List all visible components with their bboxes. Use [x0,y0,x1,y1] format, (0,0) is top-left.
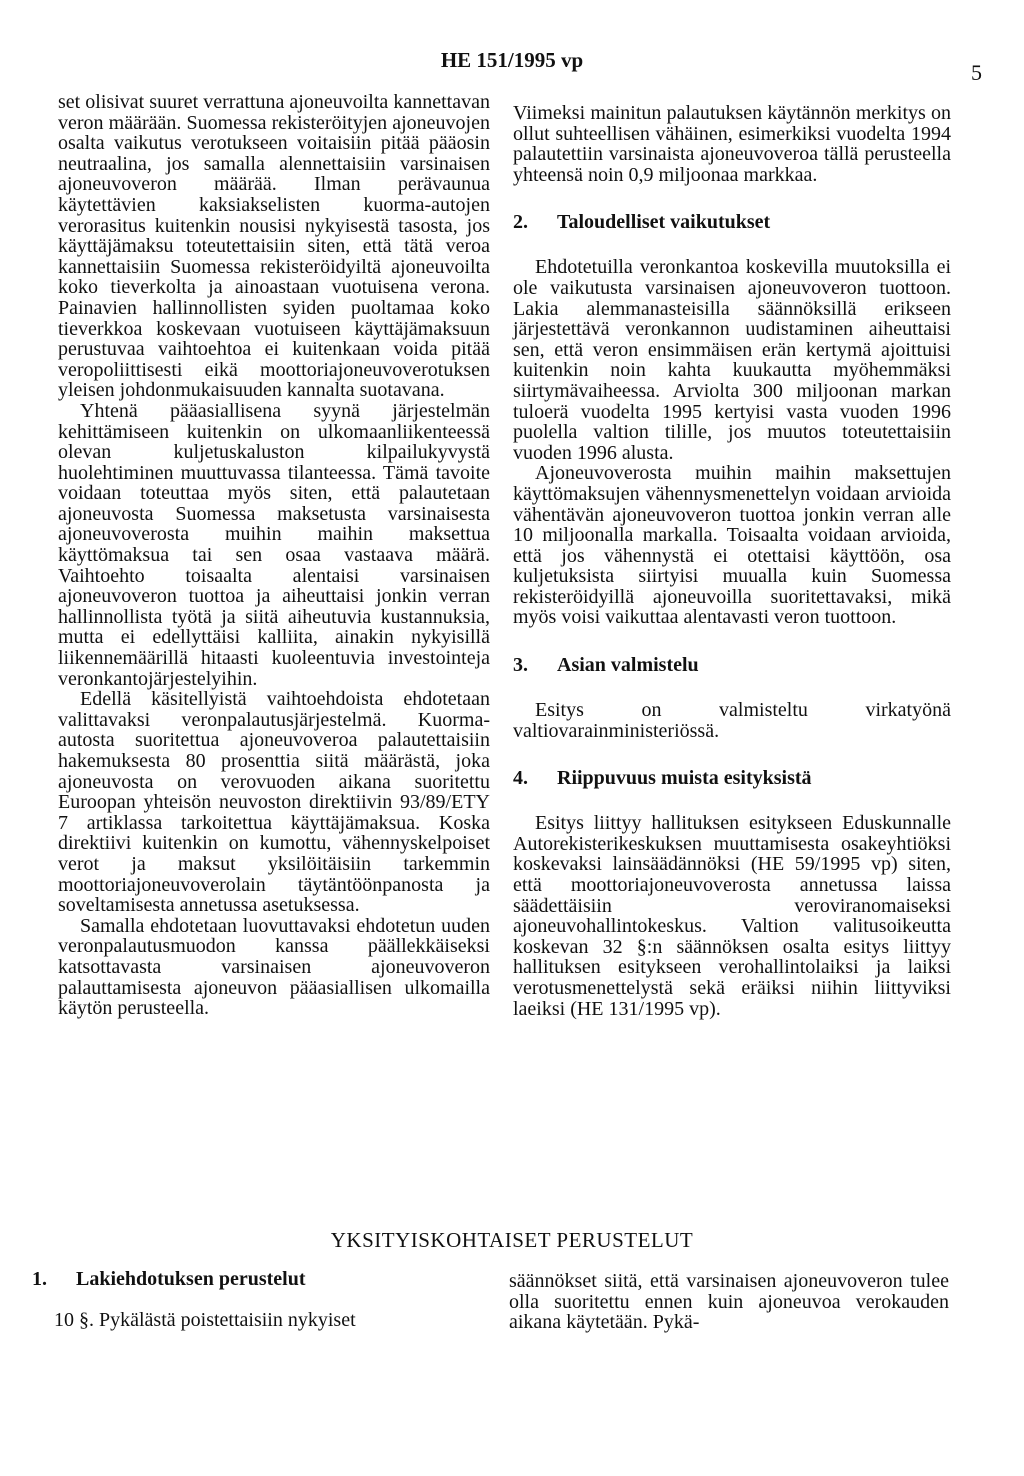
detail-main-heading: YKSITYISKOHTAISET PERUSTELUT [330,1228,694,1252]
paragraph: 10 §. Pykälästä poistettaisiin nykyiset [54,1309,356,1331]
page-number: 5 [971,60,982,85]
page-header-title: HE 151/1995 vp [440,48,584,72]
paragraph: Ajoneuvoverosta muihin maihin maksettujen käyttömaksujen vähennysmenettelyn voidaan arvioida vähentävän ajoneuvoveron tuottoa jonkin verran alle 10 miljoonalla markalla. Toisaalta voidaan arvioida, että jos vähennystä ei otettaisi käyttöön, osa kuljetuksista siirtyisi muualla kuin Suomessa rekisteröidyillä ajoneuvoilla suoritettavaksi, mikä myös voisi vaikuttaa alentavasti veron tuottoon. [513,462,951,629]
section-heading [513,767,951,789]
section-title: Lakiehdotuksen perustelut [76,1268,306,1290]
section-title: Taloudelliset vaikutukset [557,211,771,234]
bottom-left-column [32,1268,482,1331]
left-column [58,92,490,1019]
section-number: 3. [513,654,528,677]
section-number: 4. [513,767,528,790]
paragraph: Edellä käsitellyistä vaihtoehdoista ehdotetaan valittavaksi veronpalautusjärjestelmä. Kuorma-autosta suoritettua ajoneuvoveroa palautettaisiin hakemuksesta 80 prosenttia siitä määrästä, joka ajoneuvosta on verovuoden aikana suoritettu Euroopan yhteisön neuvoston direktiivin 93/89/ETY 7 artiklassa tarkoitettua käyttäjämaksua. Koska direktiivi kuitenkin on kumottu, vähennyskelpoiset verot ja maksut yksilöitäisiin tarkemmin moottoriajoneuvoverolain täytäntöönpanosta ja soveltamisesta annetussa asetuksessa. [58,688,490,917]
paragraph: Esitys on valmisteltu virkatyönä valtiovarainministeriössä. [513,699,951,742]
paragraph: Yhtenä pääasiallisena syynä järjestelmän kehittämiseen kuitenkin on ulkomaanliikenteessä olevan kuljetuskaluston kilpailukyvystä huolehtiminen muuttuvassa tilanteessa. Tämä tavoite voidaan toteuttaa myös siten, että palautetaan ajoneuvosta Suomessa maksetusta varsinaisesta ajoneuvoverosta muihin maihin maksettua käyttömaksua tai sen osaa vastaava määrä. Vaihtoehto toisaalta alentaisi varsinaisen ajoneuvoveron tuottoa ja aiheuttaisi jonkin verran hallinnollista työtä ja siitä aiheutuvia kustannuksia, mutta ei edellyttäisi kalliita, ainakin nykyisillä liikennemäärillä hitaasti kuoleentuvia investointeja veronkantojärjestelyihin. [58,399,490,690]
section-title: Riippuvuus muista esityksistä [557,767,812,790]
right-column [513,103,951,1019]
section-heading [32,1268,482,1290]
paragraph: set olisivat suuret verrattuna ajoneuvoilta kannettavan veron määrään. Suomessa rekisteröityjen ajoneuvojen osalta vaikutus verotukseen voitaisiin pitää pääosin neutraalina, jos samalla alennettaisiin varsinaisen ajoneuvoveron määrää. Ilman perävaunua käytettävien kaksiakselisten kuorma-autojen verorasitus kuitenkin nousisi nykyisestä tasosta, jos käyttäjämaksu toteutettaisiin siten, että tätä veroa kannettaisiin Suomessa rekisteröidyiltä ajoneuvoilta koko tieverkolta ja ainoastaan vuotuisena verona. Painavien hallinnollisten syiden puoltamaa koko tieverkkoa koskevaan vuotuiseen käyttäjämaksuun perustuvaa vaihtoehtoa ei kuitenkaan voida pitää veropoliittisesti eikä moottoriajoneuvoverotuksen yleisen johdonmukaisuuden kannalta suotavana. [58,91,490,402]
section-title: Asian valmistelu [557,654,699,677]
section-number: 1. [32,1268,47,1290]
paragraph: säännökset siitä, että varsinaisen ajoneuvoveron tulee olla suoritettu ennen kuin ajoneuvoa verokauden aikana käytetään. Pykä- [509,1270,949,1334]
paragraph: Viimeksi mainitun palautuksen käytännön merkitys on ollut suhteellisen vähäinen, esimerkiksi vuodelta 1994 palautettiin varsinaista ajoneuvoveroa tällä perusteella yhteensä noin 0,9 miljoonaa markkaa. [513,102,951,186]
paragraph: Samalla ehdotetaan luovuttavaksi ehdotetun uuden veronpalautusmuodon kanssa päällekkäiseksi katsottavasta varsinaisen ajoneuvoveron palauttamisesta ajoneuvon pääasiallisen ulkomailla käytön perusteella. [58,914,490,1020]
bottom-right-column [509,1271,949,1333]
paragraph: Ehdotetuilla veronkantoa koskevilla muutoksilla ei ole vaikutusta varsinaisen ajoneuvoveron tuottoon. Lakia alemmanasteisilla säännöksillä erikseen järjestettävä veronkannon uudistaminen aiheuttaisi sen, että veron ensimmäisen erän kertymä ajoittuisi kuitenkin noin kahta kuukautta myöhemmäksi siirtymävaiheessa. Arviolta 300 miljoonan markan tuloerä vuodelta 1995 kertyisi vasta vuoden 1996 puolella valtion tilille, jos muutos toteutettaisiin vuoden 1996 alusta. [513,256,951,464]
paragraph: Esitys liittyy hallituksen esitykseen Eduskunnalle Autorekisterikeskuksen muuttamisesta osakeyhtiöksi koskevaksi lainsäädännöksi (HE 59/1995 vp) siten, että moottoriajoneuvoverosta annetussa laissa säädettäisiin veroviranomaiseksi ajoneuvohallintokeskus. Valtion valitusoikeutta koskevan 32 §:n säännöksen osalta esitys liittyy hallituksen esitykseen verohallintolaiksi ja laiksi verotusmenettelystä sekä eräiksi niihin liittyviksi laeiksi (HE 131/1995 vp). [513,812,951,1020]
section-heading [513,211,951,233]
section-number: 2. [513,211,528,234]
section-heading [513,654,951,676]
